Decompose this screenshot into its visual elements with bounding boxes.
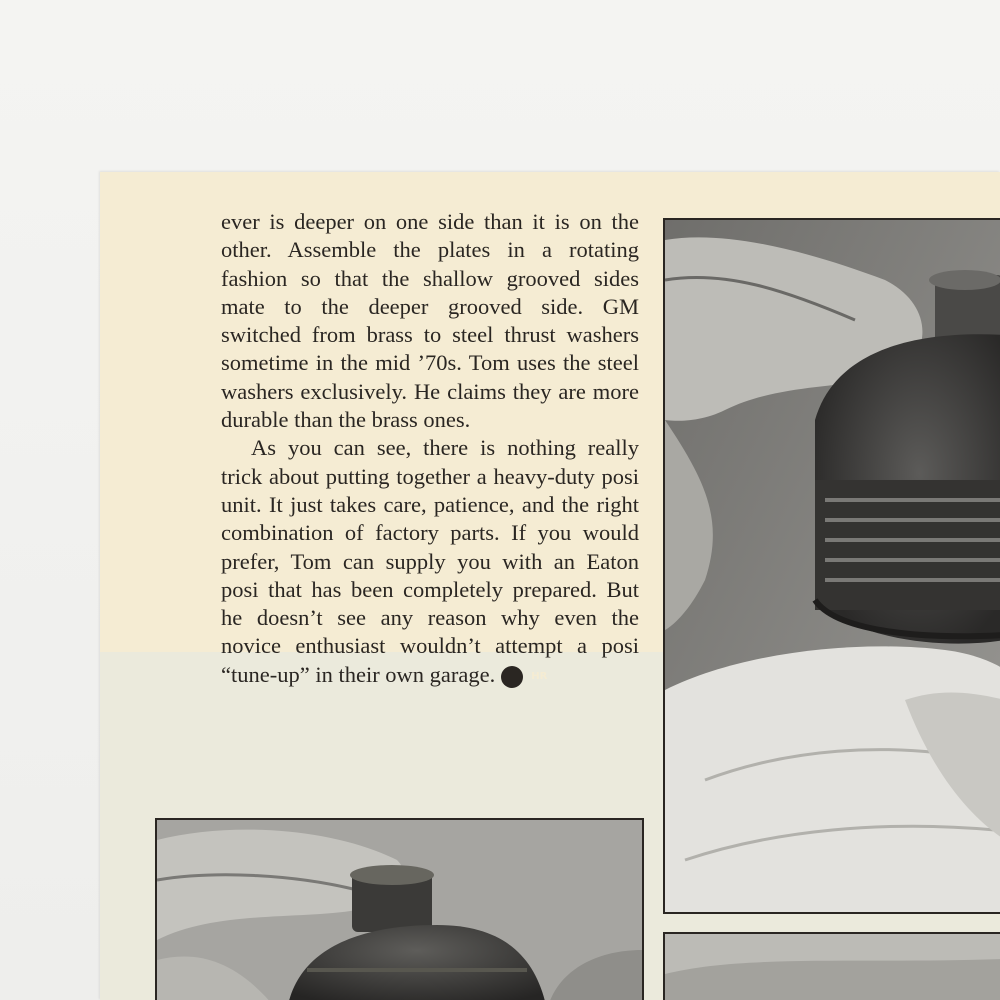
photo-hands-assembling-differential <box>663 218 1000 914</box>
end-mark-icon: HR <box>501 666 523 688</box>
photo-bottom-differential <box>155 818 644 1000</box>
article-paragraph <box>221 434 639 689</box>
article-paragraph: ever is deeper on one side than it is on the other. Assemble the plates in a rotating fashion so that the shallow grooved sides mate to the deeper grooved side. GM switched from brass to steel thrust washers sometime in the mid ’70s. Tom uses the steel washers exclusively. He claims they are more durable than the brass ones. <box>221 209 639 433</box>
photo-bottom-right <box>663 932 1000 1000</box>
article-paragraph-text: As you can see, there is nothing really trick about putting together a heavy-duty posi unit. It just takes care, patience, and the right combination of factory parts. If you would prefer, Tom can supply you with an Eaton posi that has been completely prepared. But he doesn’t see any reason why even the novice enthusiast wouldn’t attempt a posi “tune-up” in their own garage. <box>221 435 639 687</box>
article-column <box>221 208 639 689</box>
magazine-page <box>100 172 1000 1000</box>
